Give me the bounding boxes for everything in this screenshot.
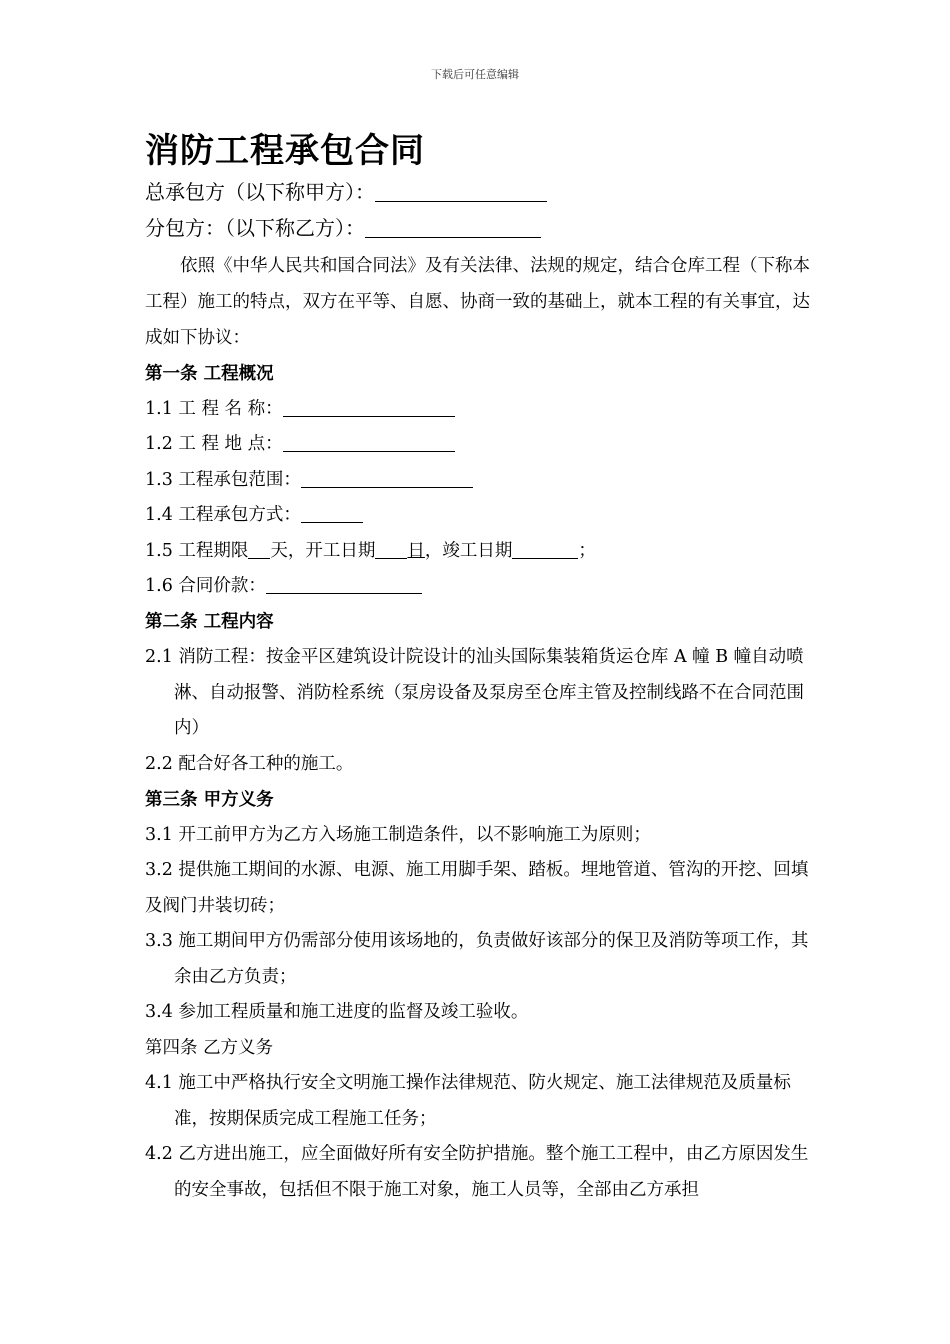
article-3-item-1: 3.1 开工前甲方为乙方入场施工制造条件，以不影响施工为原则； xyxy=(145,824,651,845)
article-1-heading: 第一条 工程概况 xyxy=(145,364,274,384)
project-period-line xyxy=(145,534,825,569)
project-method-blank xyxy=(301,504,363,523)
project-scope-line xyxy=(145,463,825,498)
party-b-line xyxy=(145,210,825,246)
contract-price-label: 1.6 合同价款： xyxy=(145,575,266,596)
start-day-text: 日 xyxy=(407,540,425,561)
start-date-blank xyxy=(375,540,407,559)
project-scope-blank xyxy=(301,469,473,488)
intro-paragraph: 依照《中华人民共和国合同法》及有关法律、法规的规定，结合仓库工程（下称本工程）施工的特点，双方在平等、自愿、协商一致的基础上，就本工程的有关事宜，达成如下协议： xyxy=(145,256,810,348)
contract-page xyxy=(145,128,825,1208)
contract-price-blank xyxy=(266,575,422,594)
start-date-label: 天，开工日期 xyxy=(270,540,376,561)
project-scope-label: 1.3 工程承包范围： xyxy=(145,469,301,490)
period-label: 1.5 工程期限 xyxy=(145,540,249,561)
contract-price-line xyxy=(145,569,825,604)
end-date-label: ，竣工日期 xyxy=(424,540,513,561)
header-note: 下载后可任意编辑 xyxy=(431,68,519,81)
project-location-label: 1.2 工 程 地 点： xyxy=(145,434,283,455)
period-days-blank xyxy=(248,540,270,559)
article-4-heading: 第四条 乙方义务 xyxy=(145,1038,274,1059)
article-3-item-2: 3.2 提供施工期间的水源、电源、施工用脚手架、踏板。埋地管道、管沟的开挖、回填及阀门井装切砖； xyxy=(145,860,809,916)
project-name-line xyxy=(145,392,825,427)
party-a-blank xyxy=(375,181,547,202)
article-2-heading: 第二条 工程内容 xyxy=(145,612,274,633)
article-2-item-2: 2.2 配合好各工种的施工。 xyxy=(145,753,354,774)
project-location-line xyxy=(145,427,825,462)
article-3-item-3: 3.3 施工期间甲方仍需部分使用该场地的，负责做好该部分的保卫及消防等项工作，其余由乙方负责； xyxy=(145,931,809,987)
project-method-label: 1.4 工程承包方式： xyxy=(145,505,301,526)
project-method-line xyxy=(145,498,825,533)
party-b-label: 分包方：（以下称乙方）： xyxy=(145,216,365,240)
article-4-item-1: 4.1 施工中严格执行安全文明施工操作法律规范、防火规定、施工法律规范及质量标准，按期保质完成工程施工任务； xyxy=(145,1073,791,1129)
article-4-item-2: 4.2 乙方进出施工，应全面做好所有安全防护措施。整个施工工程中，由乙方原因发生的安全事故，包括但不限于施工对象，施工人员等，全部由乙方承担 xyxy=(145,1144,809,1200)
project-location-blank xyxy=(283,433,455,452)
party-a-line xyxy=(145,174,825,210)
article-2-item-1: 2.1 消防工程：按金平区建筑设计院设计的汕头国际集装箱货运仓库 A 幢 B 幢自动喷淋、自动报警、消防栓系统（泵房设备及泵房至仓库主管及控制线路不在合同范围内） xyxy=(145,647,804,739)
party-a-label: 总承包方（以下称甲方）： xyxy=(145,180,375,204)
end-date-blank xyxy=(512,540,578,559)
project-name-label: 1.1 工 程 名 称： xyxy=(145,399,283,419)
party-b-blank xyxy=(365,217,541,238)
article-3-item-4: 3.4 参加工程质量和施工进度的监督及竣工验收。 xyxy=(145,1002,529,1022)
page-title: 消防工程承包合同 xyxy=(145,131,425,171)
period-end-punct: ； xyxy=(578,540,596,561)
project-name-blank xyxy=(283,398,455,417)
article-3-heading: 第三条 甲方义务 xyxy=(145,789,274,810)
